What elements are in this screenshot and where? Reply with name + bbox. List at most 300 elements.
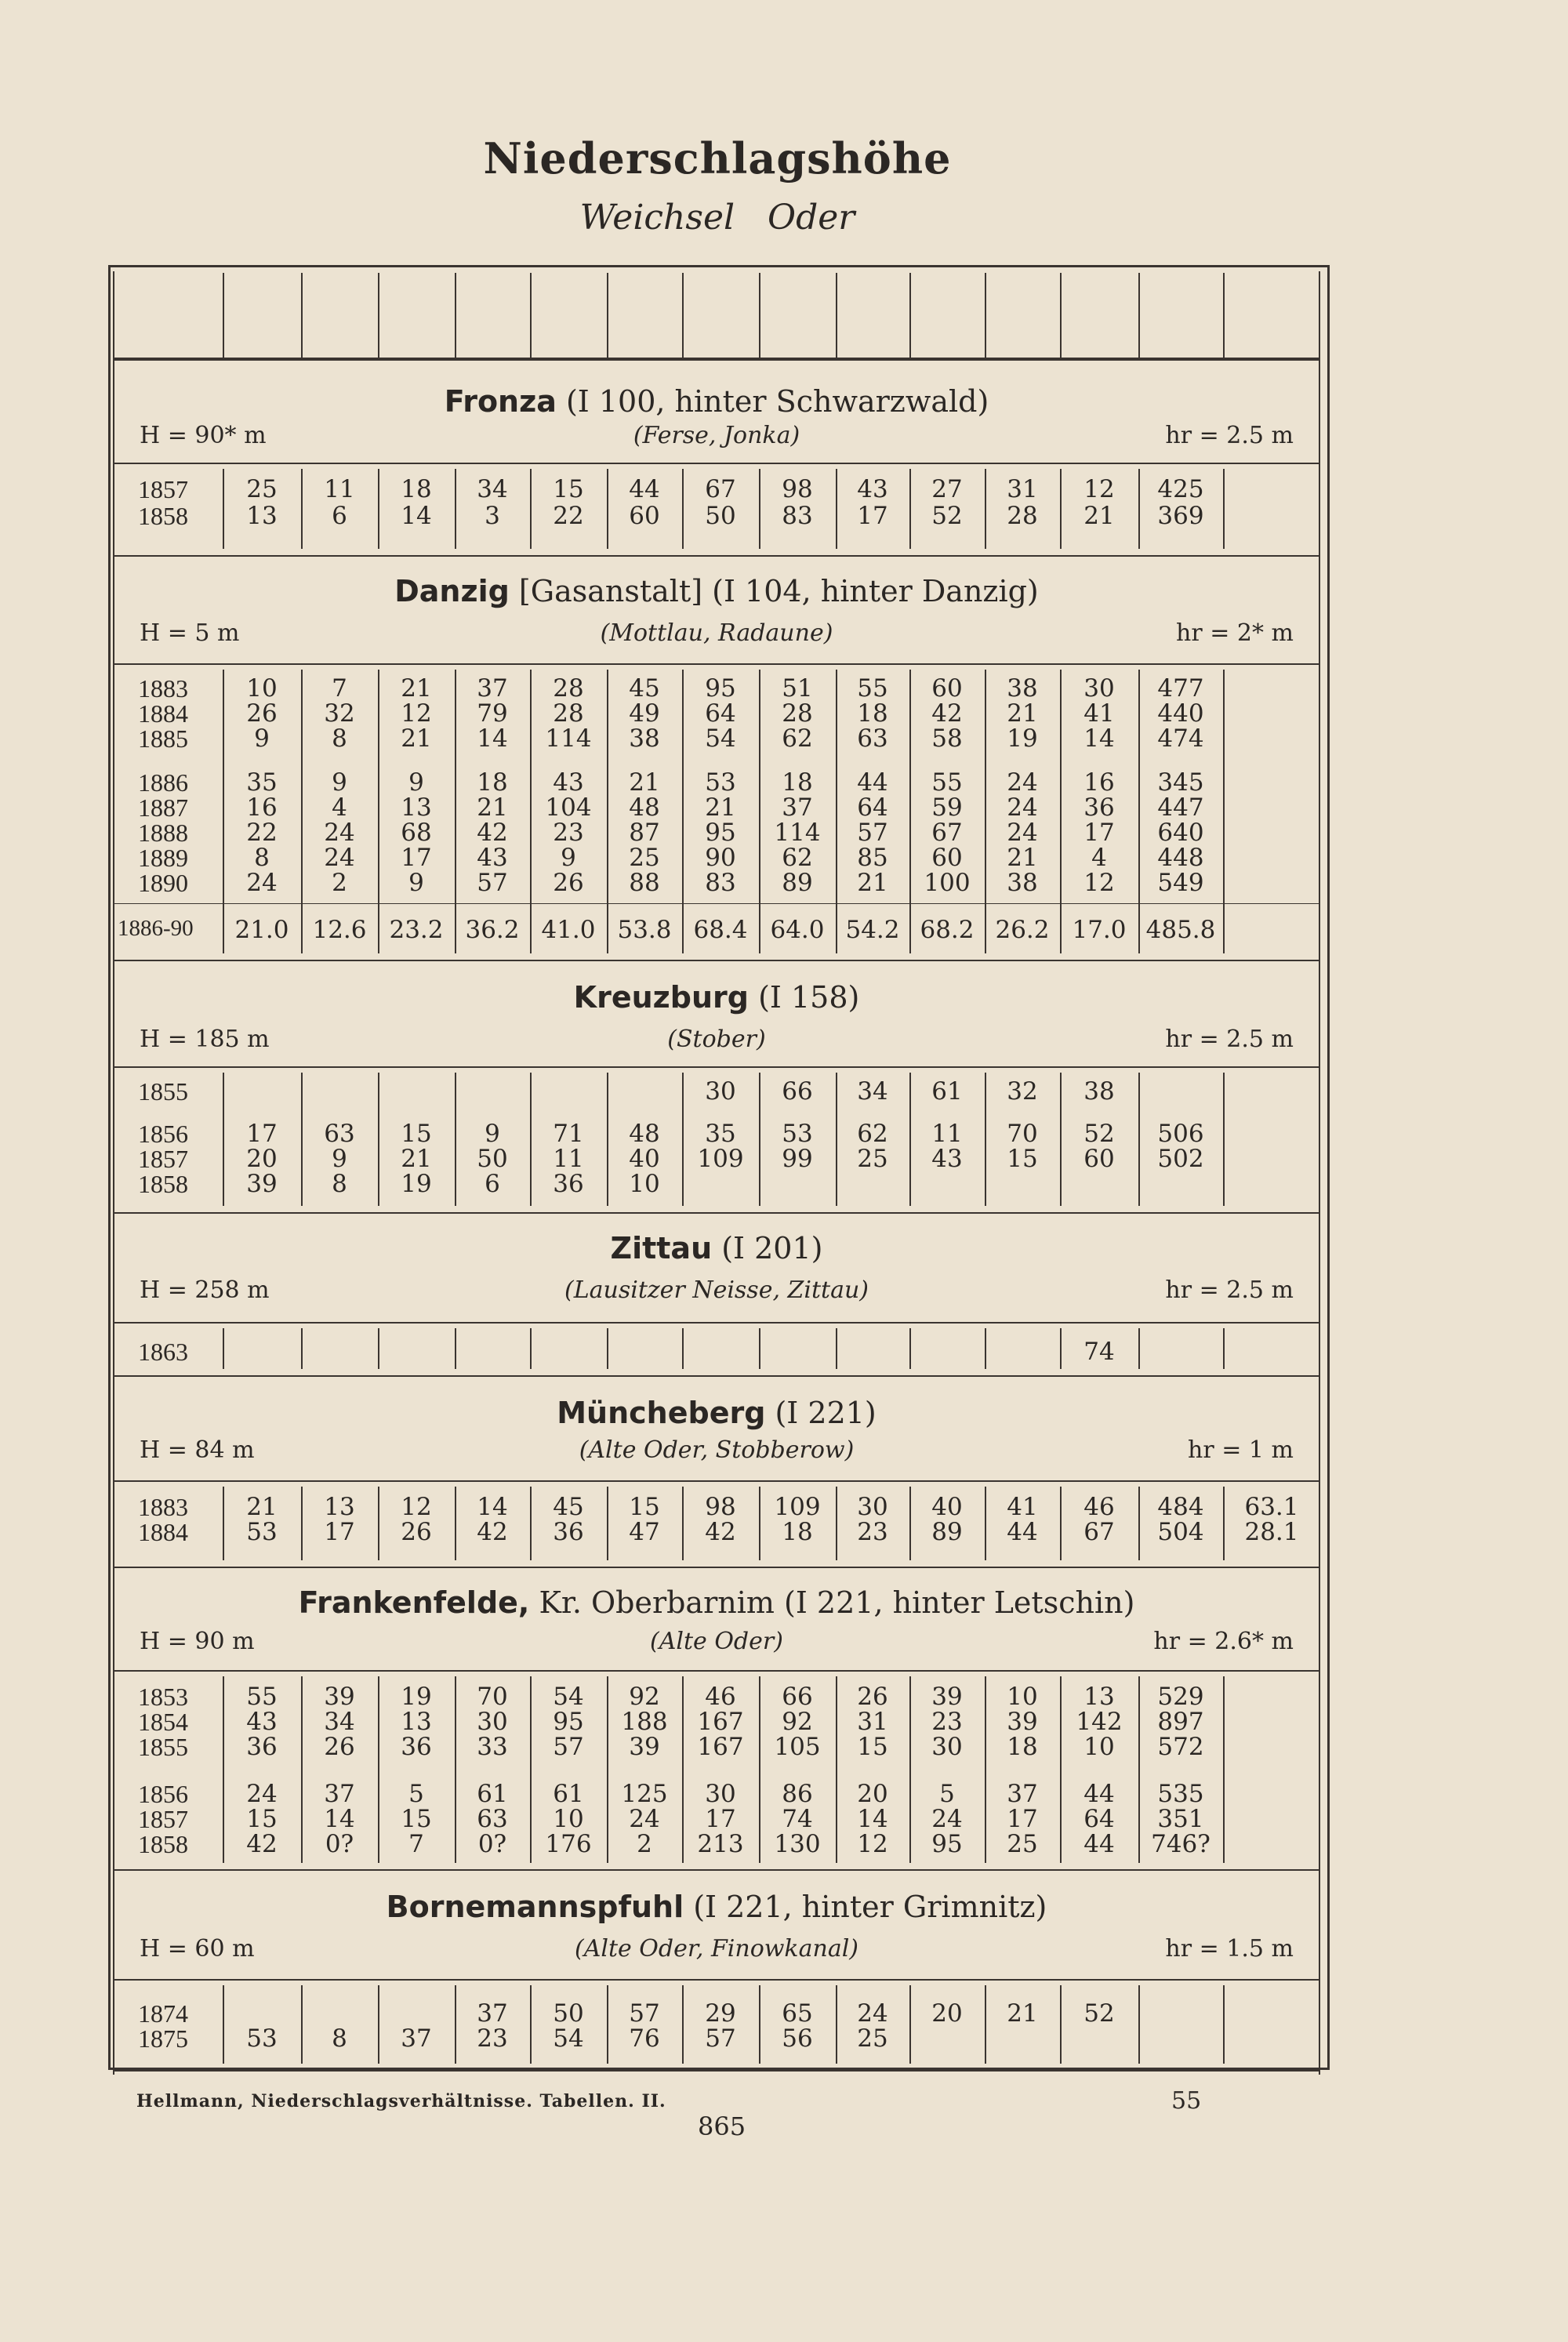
table-cell: 176 (545, 1830, 592, 1858)
station-name: Fronza (444, 384, 557, 419)
table-cell: 62 (857, 1120, 888, 1148)
station-river: (Alte Oder) (650, 1628, 783, 1655)
table-cell: 23 (857, 1518, 888, 1546)
column-rule (985, 1328, 986, 1369)
station-title (113, 384, 1320, 419)
table-cell: 74 (1083, 1338, 1115, 1366)
table-cell: 4 (332, 793, 347, 822)
table-cell: 18 (477, 768, 508, 797)
table-cell: 34 (477, 475, 508, 503)
table-cell: 109 (697, 1145, 744, 1173)
table-cell: 502 (1157, 1145, 1204, 1173)
block-top-rule (113, 1066, 1320, 1068)
table-cell: 64 (705, 699, 736, 728)
table-cell: 30 (477, 1708, 508, 1736)
table-cell: 95 (553, 1708, 584, 1736)
table-cell: 20 (857, 1780, 888, 1808)
station-elevation: H = 258 m (140, 1276, 270, 1304)
table-cell: 39 (1007, 1708, 1038, 1736)
table-cell: 13 (1083, 1683, 1115, 1711)
footer-sheet-number: 55 (1171, 2087, 1202, 2115)
table-cell: 17 (246, 1120, 278, 1148)
table-cell: 485.8 (1145, 916, 1216, 944)
table-cell: 17 (401, 844, 432, 872)
station-elevation: H = 5 m (140, 619, 240, 647)
table-cell: 15 (629, 1493, 660, 1521)
column-rule (1138, 1328, 1140, 1369)
table-cell: 55 (246, 1683, 278, 1711)
table-cell: 48 (629, 793, 660, 822)
table-cell: 10 (553, 1805, 584, 1833)
table-cell: 19 (1007, 724, 1038, 753)
table-cell: 11 (324, 475, 355, 503)
station-gauge-height: hr = 2.5 m (1165, 1026, 1294, 1053)
table-cell: 12 (401, 699, 432, 728)
table-cell: 21 (477, 793, 508, 822)
row-year: 1890 (138, 869, 188, 897)
header-rule (113, 358, 1320, 361)
table-cell: 15 (246, 1805, 278, 1833)
table-cell: 109 (774, 1493, 821, 1521)
table-cell: 8 (332, 724, 347, 753)
table-cell: 14 (1083, 724, 1115, 753)
table-cell: 12.6 (312, 916, 367, 944)
table-cell: 188 (621, 1708, 668, 1736)
table-cell: 36 (401, 1733, 432, 1761)
row-year: 1886-90 (118, 916, 194, 941)
table-cell: 12 (401, 1493, 432, 1521)
table-cell: 52 (1083, 1999, 1115, 2028)
table-cell: 37 (1007, 1780, 1038, 1808)
table-cell: 27 (931, 475, 963, 503)
table-cell: 26 (324, 1733, 355, 1761)
table-cell: 9 (332, 1145, 347, 1173)
row-year: 1857 (138, 1805, 188, 1833)
station-title (113, 980, 1320, 1015)
table-cell: 2 (332, 869, 347, 897)
block-end-rule (113, 1212, 1320, 1214)
table-cell: 21 (1083, 502, 1115, 530)
table-cell: 42 (705, 1518, 736, 1546)
station-gauge-height: hr = 2.5 m (1165, 422, 1294, 449)
table-cell: 13 (246, 502, 278, 530)
table-cell: 28 (1007, 502, 1038, 530)
row-year: 1888 (138, 819, 188, 847)
table-cell: 24 (324, 819, 355, 847)
table-cell: 15 (553, 475, 584, 503)
table-cell: 61 (931, 1077, 963, 1106)
table-cell: 549 (1157, 869, 1204, 897)
table-cell: 64 (857, 793, 888, 822)
table-cell: 42 (246, 1830, 278, 1858)
table-cell: 55 (931, 768, 963, 797)
block-top-rule (113, 1480, 1320, 1482)
table-cell: 39 (629, 1733, 660, 1761)
table-cell: 25 (246, 475, 278, 503)
table-cell: 59 (931, 793, 963, 822)
table-cell: 34 (324, 1708, 355, 1736)
table-cell: 64.0 (770, 916, 825, 944)
table-cell: 30 (857, 1493, 888, 1521)
block-end-rule (113, 960, 1320, 961)
table-cell: 2 (637, 1830, 652, 1858)
table-cell: 37 (477, 674, 508, 703)
table-cell: 35 (246, 768, 278, 797)
table-cell: 30 (705, 1780, 736, 1808)
table-cell: 92 (629, 1683, 660, 1711)
table-cell: 51 (782, 674, 813, 703)
table-cell: 18 (782, 768, 813, 797)
block-end-rule (113, 1375, 1320, 1377)
table-cell: 90 (705, 844, 736, 872)
table-cell: 11 (553, 1145, 584, 1173)
table-cell: 21 (246, 1493, 278, 1521)
table-cell: 53 (246, 1518, 278, 1546)
table-cell: 92 (782, 1708, 813, 1736)
table-cell: 167 (697, 1733, 744, 1761)
table-cell: 57 (477, 869, 508, 897)
table-cell: 85 (857, 844, 888, 872)
station-gauge-height: hr = 2* m (1176, 619, 1294, 647)
table-cell: 22 (246, 819, 278, 847)
table-cell: 5 (408, 1780, 424, 1808)
table-cell: 18 (857, 699, 888, 728)
table-cell: 18 (1007, 1733, 1038, 1761)
table-cell: 15 (1007, 1145, 1038, 1173)
station-name: Müncheberg (557, 1396, 766, 1430)
station-reference: (I 158) (748, 980, 860, 1015)
table-cell: 23.2 (389, 916, 444, 944)
table-cell: 67 (705, 475, 736, 503)
table-cell: 12 (857, 1830, 888, 1858)
table-cell: 63 (324, 1120, 355, 1148)
table-cell: 98 (705, 1493, 736, 1521)
table-cell: 32 (324, 699, 355, 728)
table-cell: 89 (931, 1518, 963, 1546)
table-cell: 53 (705, 768, 736, 797)
station-name: Danzig (394, 574, 510, 608)
table-cell: 12 (1083, 475, 1115, 503)
station-elevation: H = 90 m (140, 1628, 255, 1655)
footer-page-number: 865 (698, 2111, 746, 2141)
station-elevation: H = 60 m (140, 1935, 255, 1963)
page-subtitle: Weichsel Oder (579, 198, 855, 238)
table-cell: 57 (857, 819, 888, 847)
table-cell: 10 (246, 674, 278, 703)
table-cell: 54 (553, 1683, 584, 1711)
table-cell: 24 (1007, 819, 1038, 847)
column-rule (1223, 1985, 1225, 2064)
table-cell: 13 (401, 793, 432, 822)
header-column-rule (223, 273, 224, 358)
table-cell: 74 (782, 1805, 813, 1833)
table-cell: 48 (629, 1120, 660, 1148)
table-cell: 5 (939, 1780, 955, 1808)
table-cell: 89 (782, 869, 813, 897)
table-cell: 44 (1083, 1830, 1115, 1858)
header-column-rule (378, 273, 379, 358)
table-cell: 53 (246, 2024, 278, 2053)
table-cell: 9 (254, 724, 270, 753)
table-cell: 26 (401, 1518, 432, 1546)
row-year: 1855 (138, 1733, 188, 1761)
table-cell: 9 (485, 1120, 500, 1148)
table-cell: 37 (401, 2024, 432, 2053)
table-cell: 21 (401, 1145, 432, 1173)
table-cell: 897 (1157, 1708, 1204, 1736)
row-year: 1857 (138, 475, 188, 503)
station-title (113, 1396, 1320, 1430)
header-column-rule (455, 273, 456, 358)
table-cell: 17 (1007, 1805, 1038, 1833)
table-cell: 61 (477, 1780, 508, 1808)
table-cell: 21 (401, 674, 432, 703)
table-cell: 448 (1157, 844, 1204, 872)
station-gauge-height: hr = 1 m (1188, 1436, 1294, 1464)
table-cell: 23 (553, 819, 584, 847)
table-cell: 114 (545, 724, 592, 753)
column-rule (607, 1328, 608, 1369)
station-name: Bornemannspfuhl (386, 1890, 684, 1924)
column-rule (682, 1328, 684, 1369)
table-cell: 44 (629, 475, 660, 503)
block-top-rule (113, 1322, 1320, 1324)
table-cell: 36 (246, 1733, 278, 1761)
block-top-rule (113, 1979, 1320, 1981)
row-year: 1855 (138, 1077, 188, 1106)
table-cell: 31 (1007, 475, 1038, 503)
table-cell: 44 (1007, 1518, 1038, 1546)
table-cell: 26 (246, 699, 278, 728)
column-rule (909, 1328, 911, 1369)
station-elevation: H = 90* m (140, 422, 267, 449)
table-cell: 38 (1007, 674, 1038, 703)
table-cell: 45 (553, 1493, 584, 1521)
table-cell: 95 (705, 674, 736, 703)
table-cell: 33 (477, 1733, 508, 1761)
table-cell: 24 (246, 1780, 278, 1808)
table-cell: 8 (332, 1170, 347, 1198)
table-cell: 213 (697, 1830, 744, 1858)
table-cell: 50 (477, 1145, 508, 1173)
station-title (113, 1585, 1320, 1620)
table-cell: 3 (485, 502, 500, 530)
table-cell: 95 (705, 819, 736, 847)
table-cell: 63 (477, 1805, 508, 1833)
table-cell: 18 (401, 475, 432, 503)
table-cell: 477 (1157, 674, 1204, 703)
table-cell: 76 (629, 2024, 660, 2053)
table-cell: 100 (924, 869, 971, 897)
table-cell: 17 (857, 502, 888, 530)
table-cell: 38 (1083, 1077, 1115, 1106)
table-cell: 21 (401, 724, 432, 753)
table-cell: 529 (1157, 1683, 1204, 1711)
table-cell: 52 (1083, 1120, 1115, 1148)
column-rule (1223, 1676, 1225, 1863)
station-river: (Ferse, Jonka) (633, 422, 800, 449)
table-cell: 68.4 (693, 916, 748, 944)
row-year: 1889 (138, 844, 188, 872)
table-cell: 167 (697, 1708, 744, 1736)
table-cell: 345 (1157, 768, 1204, 797)
station-river: (Alte Oder, Finowkanal) (574, 1935, 859, 1963)
station-gauge-height: hr = 2.5 m (1165, 1276, 1294, 1304)
table-cell: 42 (477, 1518, 508, 1546)
table-cell: 15 (401, 1120, 432, 1148)
station-reference: (I 221) (765, 1396, 877, 1430)
table-cell: 14 (857, 1805, 888, 1833)
table-cell: 34 (857, 1077, 888, 1106)
table-cell: 65 (782, 1999, 813, 2028)
table-cell: 50 (553, 1999, 584, 2028)
table-cell: 36 (1083, 793, 1115, 822)
table-cell: 55 (857, 674, 888, 703)
station-title (113, 1890, 1320, 1924)
row-year: 1874 (138, 1999, 188, 2028)
table-cell: 142 (1076, 1708, 1123, 1736)
column-rule (759, 1328, 760, 1369)
station-name: Kreuzburg (573, 980, 749, 1015)
table-cell: 10 (1007, 1683, 1038, 1711)
table-cell: 20 (931, 1999, 963, 2028)
table-cell: 83 (705, 869, 736, 897)
station-elevation: H = 84 m (140, 1436, 255, 1464)
table-cell: 67 (931, 819, 963, 847)
station-title (113, 1231, 1320, 1265)
header-column-rule (682, 273, 684, 358)
row-year: 1853 (138, 1683, 188, 1711)
table-cell: 10 (629, 1170, 660, 1198)
table-cell: 68 (401, 819, 432, 847)
column-rule (1223, 1073, 1225, 1206)
table-cell: 47 (629, 1518, 660, 1546)
table-cell: 58 (931, 724, 963, 753)
row-year: 1858 (138, 1830, 188, 1858)
table-cell: 43 (477, 844, 508, 872)
table-cell: 640 (1157, 819, 1204, 847)
table-cell: 10 (1083, 1733, 1115, 1761)
row-year: 1863 (138, 1338, 188, 1366)
column-rule (455, 1328, 456, 1369)
row-year: 1856 (138, 1780, 188, 1808)
table-cell: 63 (857, 724, 888, 753)
table-cell: 15 (857, 1733, 888, 1761)
row-year: 1857 (138, 1145, 188, 1173)
table-cell: 35 (705, 1120, 736, 1148)
table-cell: 6 (332, 502, 347, 530)
row-year: 1856 (138, 1120, 188, 1148)
station-reference: (I 100, hinter Schwarzwald) (556, 384, 989, 419)
table-cell: 38 (1007, 869, 1038, 897)
table-cell: 447 (1157, 793, 1204, 822)
table-cell: 21.0 (234, 916, 289, 944)
table-cell: 24 (931, 1805, 963, 1833)
table-cell: 12 (1083, 869, 1115, 897)
table-cell: 9 (561, 844, 576, 872)
station-title (113, 574, 1320, 608)
table-cell: 70 (477, 1683, 508, 1711)
table-cell: 19 (401, 1170, 432, 1198)
table-cell: 17.0 (1072, 916, 1127, 944)
table-cell: 440 (1157, 699, 1204, 728)
header-column-rule (836, 273, 837, 358)
station-gauge-height: hr = 1.5 m (1165, 1935, 1294, 1963)
table-cell: 24 (1007, 768, 1038, 797)
station-river: (Stober) (667, 1026, 766, 1053)
table-cell: 42 (477, 819, 508, 847)
table-cell: 98 (782, 475, 813, 503)
table-cell: 25 (629, 844, 660, 872)
page-title: Niederschlagshöhe (483, 133, 952, 183)
table-cell: 24 (629, 1805, 660, 1833)
table-cell: 28 (553, 674, 584, 703)
table-cell: 125 (621, 1780, 668, 1808)
table-cell: 99 (782, 1145, 813, 1173)
table-cell: 484 (1157, 1493, 1204, 1521)
table-cell: 67 (1083, 1518, 1115, 1546)
table-cell: 21 (1007, 1999, 1038, 2028)
station-river: (Alte Oder, Stobberow) (579, 1436, 855, 1464)
table-cell: 14 (477, 1493, 508, 1521)
table-cell: 56 (782, 2024, 813, 2053)
table-cell: 63.1 (1244, 1493, 1299, 1521)
table-cell: 6 (485, 1170, 500, 1198)
table-cell: 26 (857, 1683, 888, 1711)
station-name: Zittau (610, 1231, 713, 1265)
table-cell: 26.2 (995, 916, 1050, 944)
table-cell: 44 (1083, 1780, 1115, 1808)
table-cell: 46 (1083, 1493, 1115, 1521)
table-cell: 36.2 (465, 916, 520, 944)
table-cell: 17 (1083, 819, 1115, 847)
table-cell: 41.0 (541, 916, 596, 944)
block-end-rule (113, 2070, 1320, 2071)
table-cell: 60 (629, 502, 660, 530)
table-cell: 369 (1157, 502, 1204, 530)
table-cell: 21 (1007, 844, 1038, 872)
header-column-rule (1223, 273, 1225, 358)
table-cell: 14 (477, 724, 508, 753)
table-cell: 9 (332, 768, 347, 797)
table-cell: 17 (324, 1518, 355, 1546)
mean-row-rule (113, 903, 1320, 904)
table-cell: 64 (1083, 1805, 1115, 1833)
station-reference: Kr. Oberbarnim (I 221, hinter Letschin) (529, 1585, 1135, 1620)
header-column-rule (530, 273, 532, 358)
table-cell: 52 (931, 502, 963, 530)
table-cell: 60 (1083, 1145, 1115, 1173)
row-year: 1883 (138, 674, 188, 703)
header-column-rule (607, 273, 608, 358)
table-cell: 24 (324, 844, 355, 872)
table-cell: 26 (553, 869, 584, 897)
row-year: 1884 (138, 1518, 188, 1546)
table-cell: 40 (931, 1493, 963, 1521)
table-cell: 53 (782, 1120, 813, 1148)
table-cell: 43 (931, 1145, 963, 1173)
table-cell: 41 (1007, 1493, 1038, 1521)
table-cell: 68.2 (920, 916, 975, 944)
block-top-rule (113, 1670, 1320, 1672)
table-cell: 9 (408, 768, 424, 797)
table-cell: 60 (931, 844, 963, 872)
station-name: Frankenfelde, (298, 1585, 530, 1620)
footer-source: Hellmann, Niederschlagsverhältnisse. Tabellen. II. (136, 2091, 666, 2111)
table-cell: 70 (1007, 1120, 1038, 1148)
table-cell: 54 (553, 2024, 584, 2053)
table-cell: 54.2 (845, 916, 900, 944)
